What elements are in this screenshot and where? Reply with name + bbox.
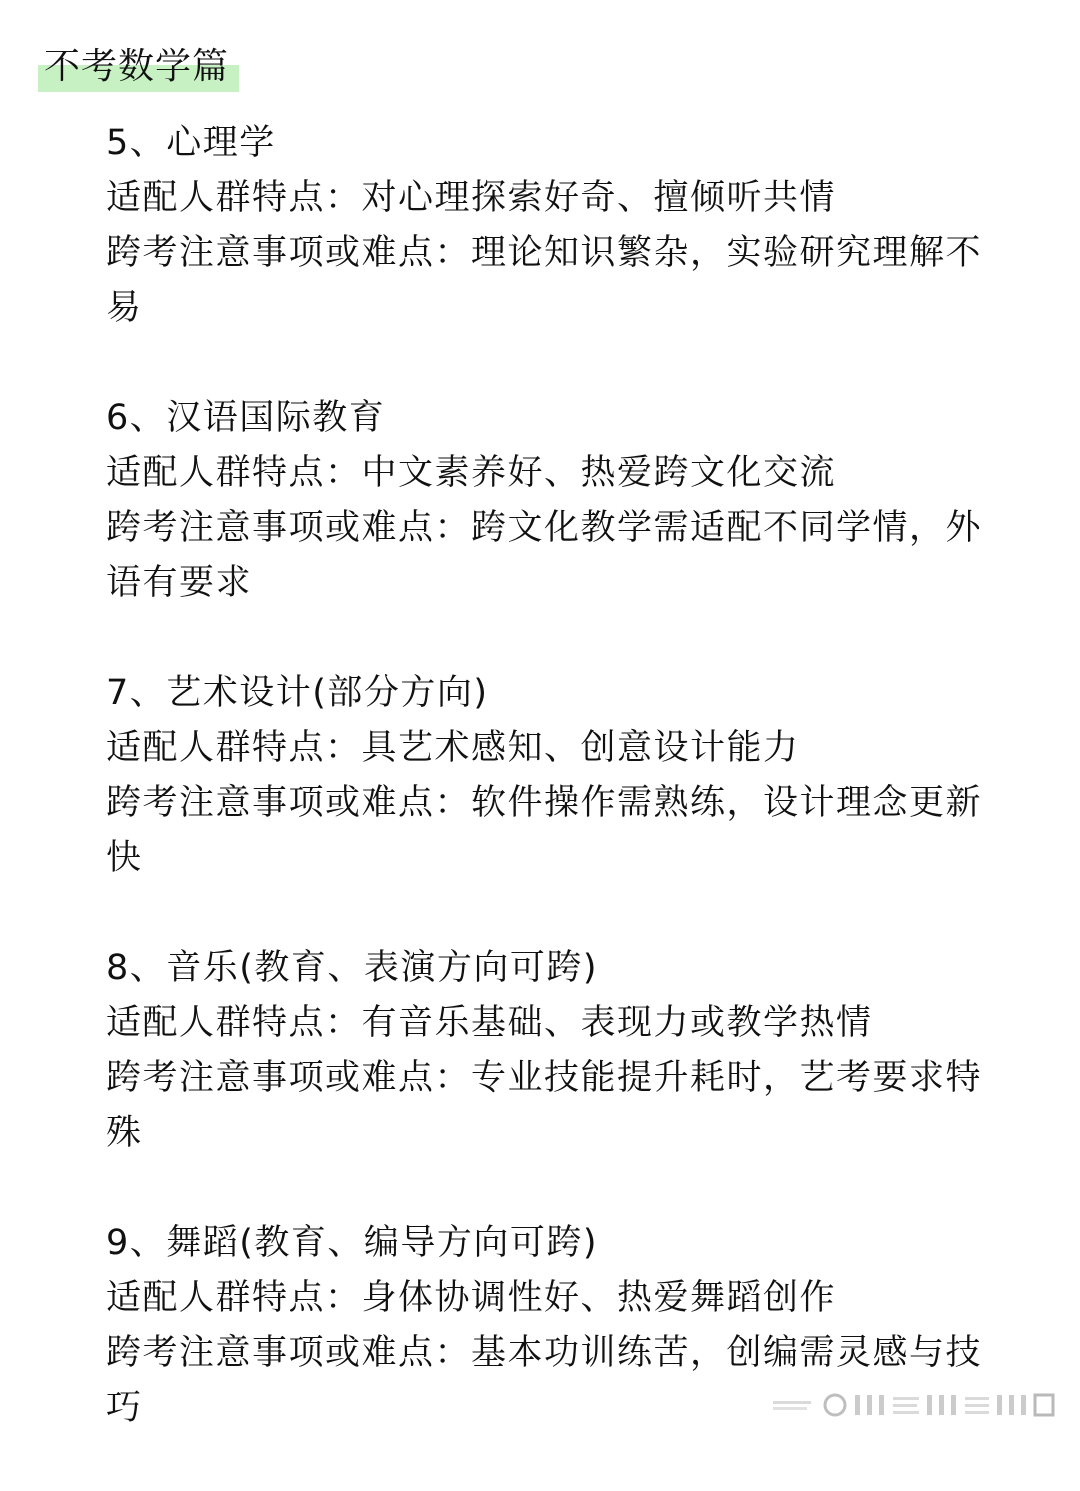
- entry-item: [106, 666, 986, 886]
- entry-difficulty-text: 跨考注意事项或难点：跨文化教学需适配不同学情，外语有要求: [106, 508, 983, 603]
- entry-fit-text: 适配人群特点：有音乐基础、表现力或教学热情: [106, 1003, 873, 1043]
- entry-heading: 5、心理学: [106, 123, 276, 163]
- entry-fit-text: 适配人群特点：对心理探索好奇、擅倾听共情: [106, 178, 837, 218]
- page-title: 不考数学篇: [38, 42, 239, 92]
- entry-list: [106, 116, 986, 1491]
- entry-fit-text: 适配人群特点：中文素养好、热爱跨文化交流: [106, 453, 837, 493]
- entry-item: [106, 941, 986, 1161]
- entry-heading: 8、音乐(教育、表演方向可跨): [106, 948, 599, 988]
- entry-item: [106, 116, 986, 336]
- entry-heading: 6、汉语国际教育: [106, 398, 386, 438]
- entry-heading: 9、舞蹈(教育、编导方向可跨): [106, 1223, 599, 1263]
- entry-fit-text: 适配人群特点：身体协调性好、热爱舞蹈创作: [106, 1278, 837, 1318]
- watermark-logo-icon: [773, 1390, 1058, 1420]
- entry-difficulty-text: 跨考注意事项或难点：软件操作需熟练，设计理念更新快: [106, 783, 983, 878]
- entry-difficulty-text: 跨考注意事项或难点：理论知识繁杂，实验研究理解不易: [106, 233, 983, 328]
- entry-item: [106, 391, 986, 611]
- header: [38, 42, 239, 92]
- entry-heading: 7、艺术设计(部分方向): [106, 673, 489, 713]
- entry-difficulty-text: 跨考注意事项或难点：基本功训练苦，创编需灵感与技巧: [106, 1333, 983, 1428]
- entry-fit-text: 适配人群特点：具艺术感知、创意设计能力: [106, 728, 800, 768]
- entry-difficulty-text: 跨考注意事项或难点：专业技能提升耗时，艺考要求特殊: [106, 1058, 983, 1153]
